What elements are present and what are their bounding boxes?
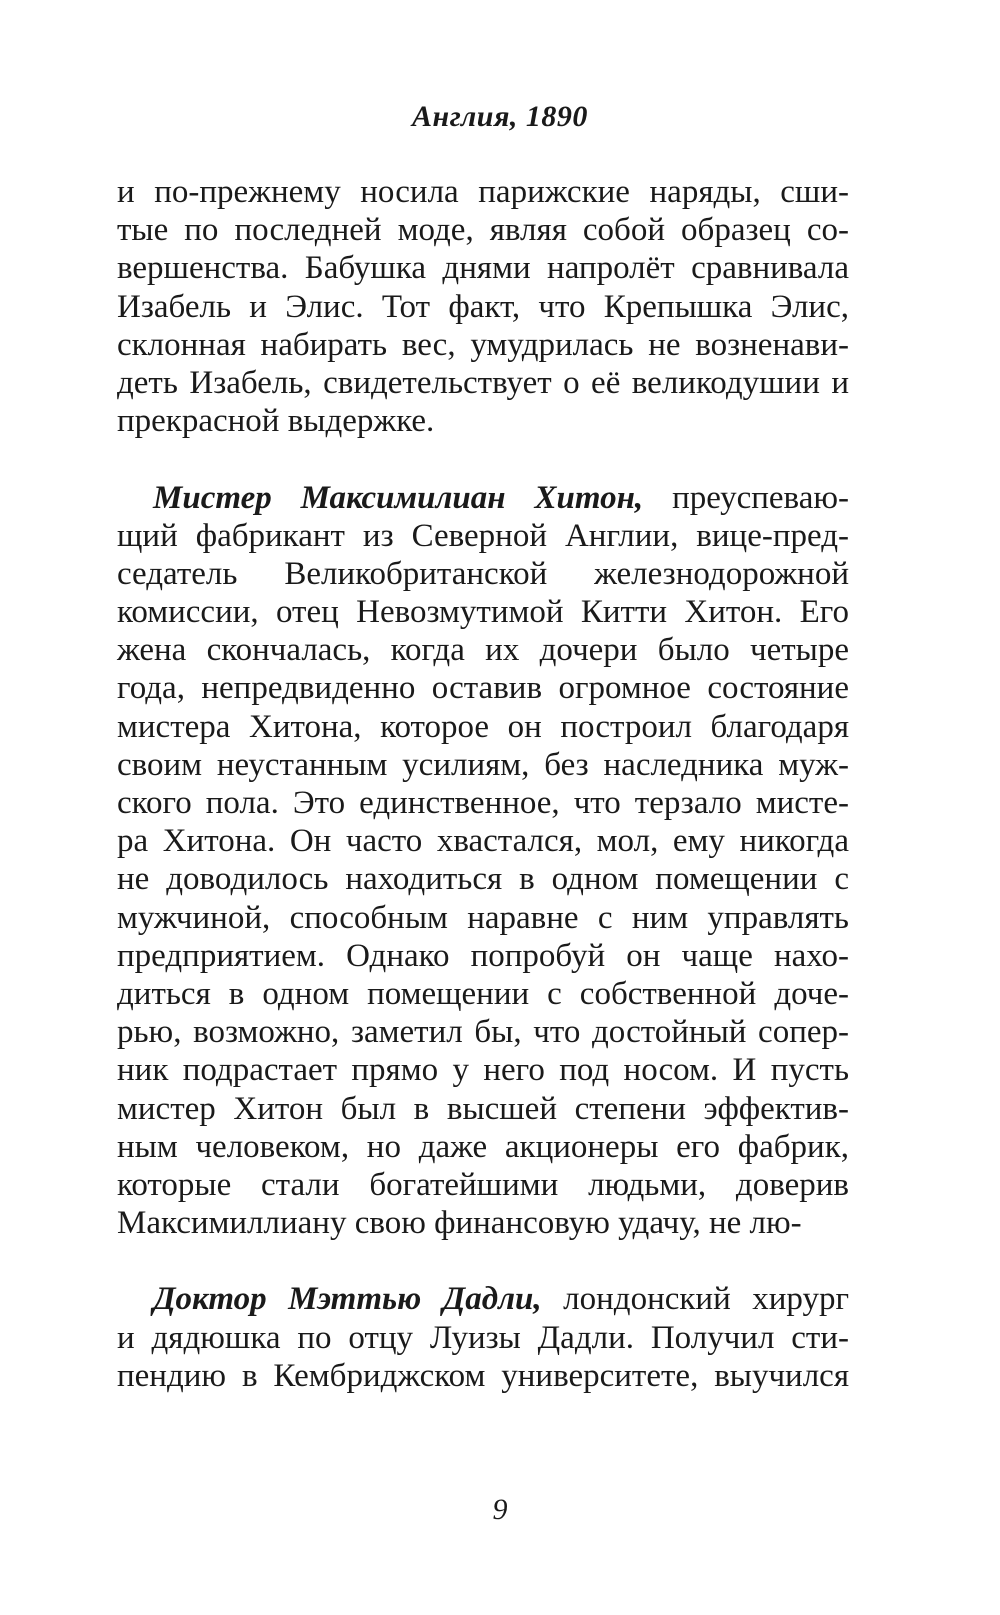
text-line: ра Хитона. Он часто хвастался, мол, ему никогда (117, 823, 849, 860)
entry-text: лондонский хирург (541, 1281, 849, 1318)
text-line: прекрасной выдержке. (117, 403, 435, 440)
text-line: мистера Хитона, которое он построил благодаря (117, 708, 849, 745)
text-line: тые по последней моде, являя собой образец со- (117, 212, 849, 249)
text-line: ник подрастает прямо у него под носом. И пусть (117, 1052, 849, 1089)
paragraph-gap (117, 1242, 849, 1280)
text-line: и дядюшка по отцу Луизы Дадли. Получил сти- (117, 1319, 849, 1356)
text-line: мужчиной, способным наравне с ним управлять (117, 899, 849, 936)
text-line: щий фабрикант из Северной Англии, вице-пред- (117, 517, 849, 554)
text-line: предприятием. Однако попробуй он чаще нахо- (117, 937, 849, 974)
character-name: Мистер Максимилиан Хитон, (153, 479, 644, 516)
entry-first-line (117, 1280, 849, 1318)
text-line: своим неустанным усилиям, без наследника муж- (117, 746, 849, 783)
text-line: ского пола. Это единственное, что терзало мисте- (117, 785, 849, 821)
running-title: Англия, 1890 (412, 100, 588, 133)
page-number: 9 (492, 1493, 508, 1526)
text-line: которые стали богатейшими людьми, доверив (117, 1166, 849, 1203)
text-line: склонная набирать вес, умудрилась не возненави- (117, 326, 849, 363)
body-text (117, 173, 849, 1395)
text-line: не доводилось находиться в одном помещении с (117, 861, 849, 898)
text-line: пендию в Кембриджском университете, выучился (117, 1357, 849, 1394)
text-line: года, непредвиденно оставив огромное состояние (117, 670, 849, 707)
text-line: диться в одном помещении с собственной доче- (117, 975, 849, 1012)
text-line: вершенства. Бабушка днями напролёт сравнивала (117, 250, 849, 287)
text-line: жена скончалась, когда их дочери было четыре (117, 632, 849, 669)
text-line: ным человеком, но даже акционеры его фабрик, (117, 1128, 849, 1165)
entry-text: преуспеваю- (643, 479, 849, 516)
text-line: Изабель и Элис. Тот факт, что Крепышка Элис, (117, 288, 849, 325)
entry-first-line (117, 479, 849, 517)
text-line: седатель Великобританской железнодорожной (117, 555, 849, 592)
text-line: комиссии, отец Невозмутимой Китти Хитон. Его (117, 594, 849, 631)
text-line: и по-прежнему носила парижские наряды, сши- (117, 174, 849, 210)
text-line: деть Изабель, свидетельствует о её великодушии и (117, 364, 849, 401)
text-line: Максимиллиану свою финансовую удачу, не лю- (117, 1205, 802, 1242)
character-name: Доктор Мэттью Дадли, (153, 1281, 542, 1318)
text-line: рью, возможно, заметил бы, что достойный сопер- (117, 1014, 849, 1051)
text-line: мистер Хитон был в высшей степени эффектив- (117, 1090, 849, 1127)
paragraph-gap (117, 440, 849, 478)
